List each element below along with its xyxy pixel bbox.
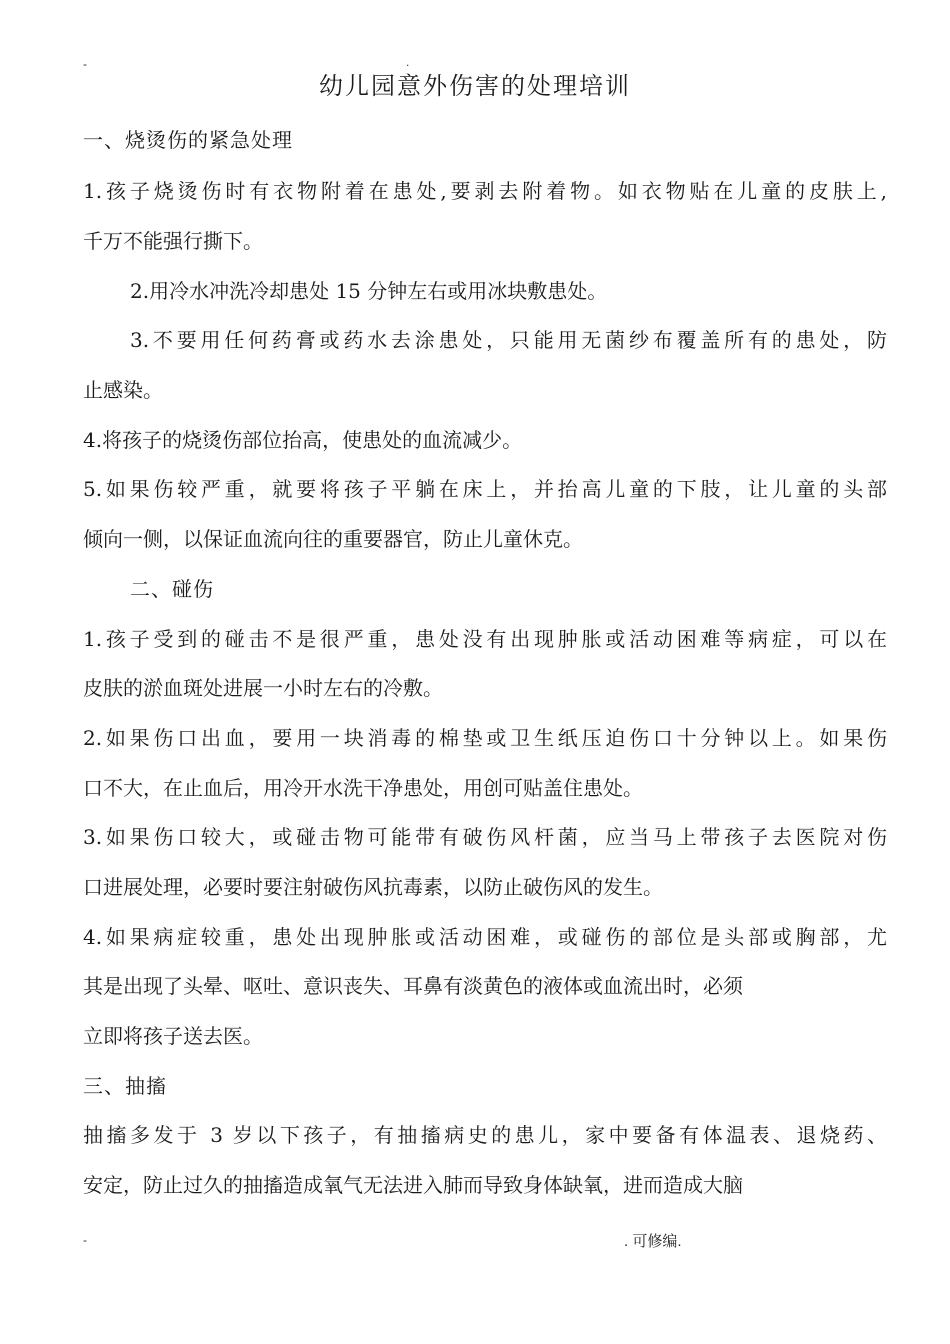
section-heading-convulsions: 三、抽搐 (83, 1074, 167, 1098)
text-line: 止感染。 (83, 378, 163, 402)
text-line: 2.用冷水冲洗冷却患处 15 分钟左右或用冰块敷患处。 (130, 279, 608, 303)
page-corner-mark: - (83, 57, 87, 71)
text-line: 5.如果伤较严重，就要将孩子平躺在床上，并抬高儿童的下肢，让儿童的头部 (83, 477, 887, 501)
text-line: 皮肤的淤血斑处进展一小时左右的冷敷。 (83, 676, 443, 700)
text-line: 抽搐多发于 3 岁以下孩子，有抽搐病史的患儿，家中要备有体温表、退烧药、 (83, 1123, 887, 1147)
text-line: 千万不能强行撕下。 (83, 229, 263, 253)
text-line: 口不大，在止血后，用冷开水洗干净患处，用创可贴盖住患处。 (83, 776, 643, 800)
page-footer-note: . 可修编. (624, 1233, 682, 1250)
text-line: 1.孩子烧烫伤时有衣物附着在患处,要剥去附着物。如衣物贴在儿童的皮肤上, (83, 179, 887, 203)
text-line: 倾向一侧，以保证血流向往的重要器官，防止儿童休克。 (83, 527, 583, 551)
page-top-mark: . (406, 55, 410, 69)
document-title: 幼儿园意外伤害的处理培训 (319, 72, 631, 100)
text-line: 3.如果伤口较大，或碰击物可能带有破伤风杆菌，应当马上带孩子去医院对伤 (83, 825, 887, 849)
text-line: 其是出现了头晕、呕吐、意识丧失、耳鼻有淡黄色的液体或血流出时，必须 (83, 974, 743, 998)
text-line: 1.孩子受到的碰击不是很严重，患处没有出现肿胀或活动困难等病症，可以在 (83, 627, 887, 651)
text-line: 2.如果伤口出血，要用一块消毒的棉垫或卫生纸压迫伤口十分钟以上。如果伤 (83, 726, 887, 750)
text-line: 3.不要用任何药膏或药水去涂患处，只能用无菌纱布覆盖所有的患处，防 (130, 328, 887, 352)
text-line: 4.如果病症较重，患处出现肿胀或活动困难，或碰伤的部位是头部或胸部，尤 (83, 925, 887, 949)
page-corner-mark: - (83, 1233, 87, 1247)
text-line: 4.将孩子的烧烫伤部位抬高，使患处的血流减少。 (83, 428, 523, 452)
text-line: 安定，防止过久的抽搐造成氧气无法进入肺而导致身体缺氧，进而造成大脑 (83, 1173, 743, 1197)
section-heading-bruises: 二、碰伤 (130, 577, 214, 601)
text-line: 口进展处理，必要时要注射破伤风抗毒素，以防止破伤风的发生。 (83, 875, 663, 899)
section-heading-burns: 一、烧烫伤的紧急处理 (83, 128, 293, 152)
text-line: 立即将孩子送去医。 (83, 1024, 263, 1048)
